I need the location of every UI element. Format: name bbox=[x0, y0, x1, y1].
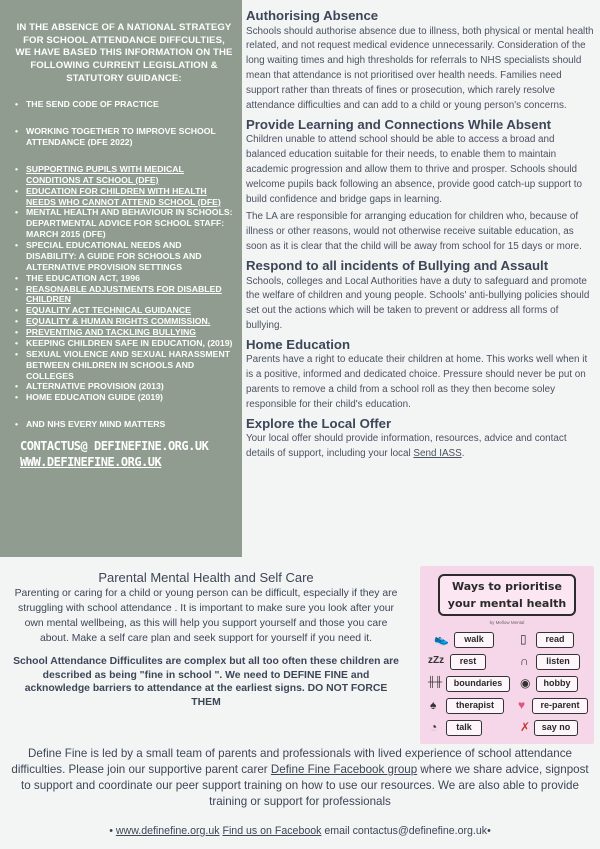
headphones-icon: ∩ bbox=[520, 654, 529, 668]
list-item: • HOME EDUCATION GUIDE (2019) bbox=[14, 392, 234, 403]
footer bbox=[0, 825, 600, 837]
list-item: • WORKING TOGETHER TO IMPROVE SCHOOL ATTENDANCE (DFE 2022) bbox=[14, 126, 234, 148]
guidance-link[interactable]: REASONABLE ADJUSTMENTS FOR DISABLED CHILDREN bbox=[26, 283, 222, 305]
list-item: • SPECIAL EDUCATIONAL NEEDS AND DISABILITY: A GUIDE FOR SCHOOLS AND ALTERNATIVE PROVISION SETTINGS bbox=[14, 240, 234, 273]
guidance-link[interactable]: SUPPORTING PUPILS WITH MEDICAL CONDITIONS AT SCHOOL (DFE) bbox=[26, 163, 184, 185]
poster-item-boundaries: boundaries bbox=[446, 676, 510, 692]
guidance-link[interactable]: EQUALITY & HUMAN RIGHTS COMMISSION. bbox=[26, 316, 211, 327]
list-item[interactable] bbox=[14, 327, 234, 338]
contact-web-link[interactable]: WWW.DEFINEFINE.ORG.UK bbox=[20, 455, 162, 470]
poster-item-listen: listen bbox=[536, 654, 580, 670]
poster-credit: by Mellow Mental bbox=[489, 620, 525, 625]
shoe-icon: 👟 bbox=[434, 632, 449, 646]
cross-icon: ✗ bbox=[520, 720, 531, 734]
poster-item-rest: rest bbox=[450, 654, 486, 670]
chair-icon: ♠ bbox=[430, 698, 437, 712]
list-item[interactable] bbox=[14, 284, 234, 306]
speech-icon: ◔ bbox=[430, 720, 438, 734]
footer-email[interactable]: email contactus@definefine.org.uk bbox=[321, 825, 488, 837]
guidance-link[interactable]: PREVENTING AND TACKLING BULLYING bbox=[26, 327, 197, 338]
define-fine-statement: School Attendance Difficulites are complex but all too often these children are described as being "fine in school ". We need to DEFINE FINE and acknowledge barriers to attendance at the earliest signs. DO NOT FORCE THEM bbox=[13, 655, 399, 709]
poster-item-hobby: hobby bbox=[536, 676, 578, 692]
learning-body: Children unable to attend school should be able to access a broad and balanced education suitable for their needs, to enable them to maintain academic progression and allow them to thrive and prosper. Schools should welcome pupils back following an absence, provide good catch-up support to build confidence and bridge gaps in learning. bbox=[246, 134, 582, 205]
list-item: • ALTERNATIVE PROVISION (2013) bbox=[14, 381, 234, 392]
poster-item-re-parent: re-parent bbox=[532, 698, 588, 714]
list-item[interactable] bbox=[14, 305, 234, 316]
list-item[interactable] bbox=[14, 316, 234, 327]
local-offer-heading: Explore the Local Offer bbox=[246, 415, 392, 431]
zzz-icon: zZz bbox=[428, 655, 445, 666]
authorising-heading: Authorising Absence bbox=[246, 8, 379, 23]
legislation-intro: IN THE ABSENCE OF A NATIONAL STRATEGY FOR SCHOOL ATTENDANCE DIFFCULTIES, WE HAVE BASED THIS INFORMATION ON THE FOLLOWING CURRENT LEGISLATION & STATUTORY GUIDANCE: bbox=[15, 22, 233, 84]
home-education-heading: Home Education bbox=[246, 336, 351, 352]
legislation-list bbox=[14, 99, 234, 430]
about-text: Define Fine is led by a small team of parents and professionals with lived experience of school attendance difficulties. Please join our supportive parent carer bbox=[11, 747, 572, 776]
website-link[interactable]: www.definefine.org.uk bbox=[115, 825, 220, 837]
poster-title: Ways to prioritise your mental health bbox=[438, 574, 576, 616]
local-offer-text: Your local offer should provide information, resources, advice and contact details of support, including your local bbox=[246, 433, 567, 460]
contact-block bbox=[14, 438, 234, 470]
bullying-heading: Respond to all incidents of Bullying and Assault bbox=[246, 258, 549, 274]
guidance-column bbox=[246, 6, 596, 558]
about-text-continued: where we share advice, signpost to support and coordinate our peer support training on how to use our resources. We are also able to provide training or support for professionals bbox=[21, 762, 589, 808]
local-offer-body bbox=[246, 432, 596, 462]
list-item: • THE SEND CODE OF PRACTICE bbox=[14, 99, 234, 110]
heart-icon: ♥ bbox=[518, 698, 526, 712]
authorising-body: Schools should authorise absence due to illness, both physical or mental health related, and not request medical evidence unnecessarily. Consideration of the long waiting times and high thresholds for referrals to NHS specialists should mean that attendance is not prioritised over health needs. Families need support rather than threats of fines or prosecution, which rarely resolve attendance difficulties and can add to a child or young person's concerns. bbox=[246, 25, 594, 111]
footer-bullet-end: • bbox=[487, 825, 491, 837]
parental-heading: Parental Mental Health and Self Care bbox=[98, 570, 314, 585]
mental-health-poster bbox=[420, 566, 594, 744]
parental-body: Parenting or caring for a child or young person can be difficult, especially if they are struggling with school attendance . It is important to make sure you look after your own mental wellbeing, as this will help you support yourself and those you care about. Make a self care plan and seek support for yourself if you need it. bbox=[14, 588, 398, 644]
home-education-body: Parents have a right to educate their children at home. This works well when it is a positive, informed and dedicated choice. Pressure should never be put on parents to remove a child from a school roll as they then become soley responsible for their child's education. bbox=[246, 354, 588, 411]
guidance-link[interactable]: EDUCATION FOR CHILDREN WITH HEALTH NEEDS WHO CANNOT ATTEND SCHOOL (DFE) bbox=[26, 185, 221, 207]
list-item: • THE EDUCATION ACT, 1996 bbox=[14, 273, 234, 284]
send-iass-link[interactable]: Send IASS bbox=[413, 448, 462, 460]
poster-item-therapist: therapist bbox=[446, 698, 504, 714]
list-item: • MENTAL HEALTH AND BEHAVIOUR IN SCHOOLS: DEPARTMENTAL ADVICE FOR SCHOOL STAFF: MARCH 2015 (DFE) bbox=[14, 207, 234, 240]
learning-body-la: The LA are responsible for arranging education for children who, because of illness or other reasons, would not otherwise receive suitable education, as soon as it is clear that the child will be away from school for 15 days or more. bbox=[246, 211, 582, 253]
book-icon: ▯ bbox=[520, 632, 527, 646]
learning-heading: Provide Learning and Connections While Absent bbox=[246, 116, 552, 132]
legislation-panel bbox=[0, 0, 242, 557]
facebook-link[interactable]: Find us on Facebook bbox=[222, 825, 322, 837]
footer-bullet: • bbox=[109, 825, 113, 837]
contact-email-link[interactable]: CONTACTUS@ DEFINEFINE.ORG.UK bbox=[20, 439, 209, 454]
parental-mental-health bbox=[0, 562, 412, 762]
list-item: • AND NHS EVERY MIND MATTERS bbox=[14, 419, 234, 430]
poster-item-read: read bbox=[536, 632, 574, 648]
list-item[interactable] bbox=[14, 186, 234, 208]
poster-item-walk: walk bbox=[454, 632, 494, 648]
poster-item-talk: talk bbox=[446, 720, 482, 736]
local-offer-end: . bbox=[461, 448, 465, 460]
guidance-link[interactable]: EQUALITY ACT TECHNICAL GUIDANCE bbox=[26, 305, 191, 316]
poster-item-say-no: say no bbox=[534, 720, 578, 736]
list-item[interactable] bbox=[14, 164, 234, 186]
facebook-group-link[interactable]: Define Fine Facebook group bbox=[270, 762, 418, 776]
fence-icon: ╫╫ bbox=[428, 677, 443, 688]
bullying-body: Schools, colleges and Local Authorities have a duty to safeguard and promote the welfare of children and young people. Schools' anti-bullying policies should set out the actions which will be taken to prevent or address all forms of bullying. bbox=[246, 275, 590, 332]
list-item: • SEXUAL VIOLENCE AND SEXUAL HARASSMENT BETWEEN CHILDREN IN SCHOOLS AND COLLEGES bbox=[14, 349, 234, 382]
about-define-fine bbox=[0, 746, 600, 810]
palette-icon: ◉ bbox=[520, 676, 531, 690]
list-item: • KEEPING CHILDREN SAFE IN EDUCATION, (2019) bbox=[14, 338, 234, 349]
